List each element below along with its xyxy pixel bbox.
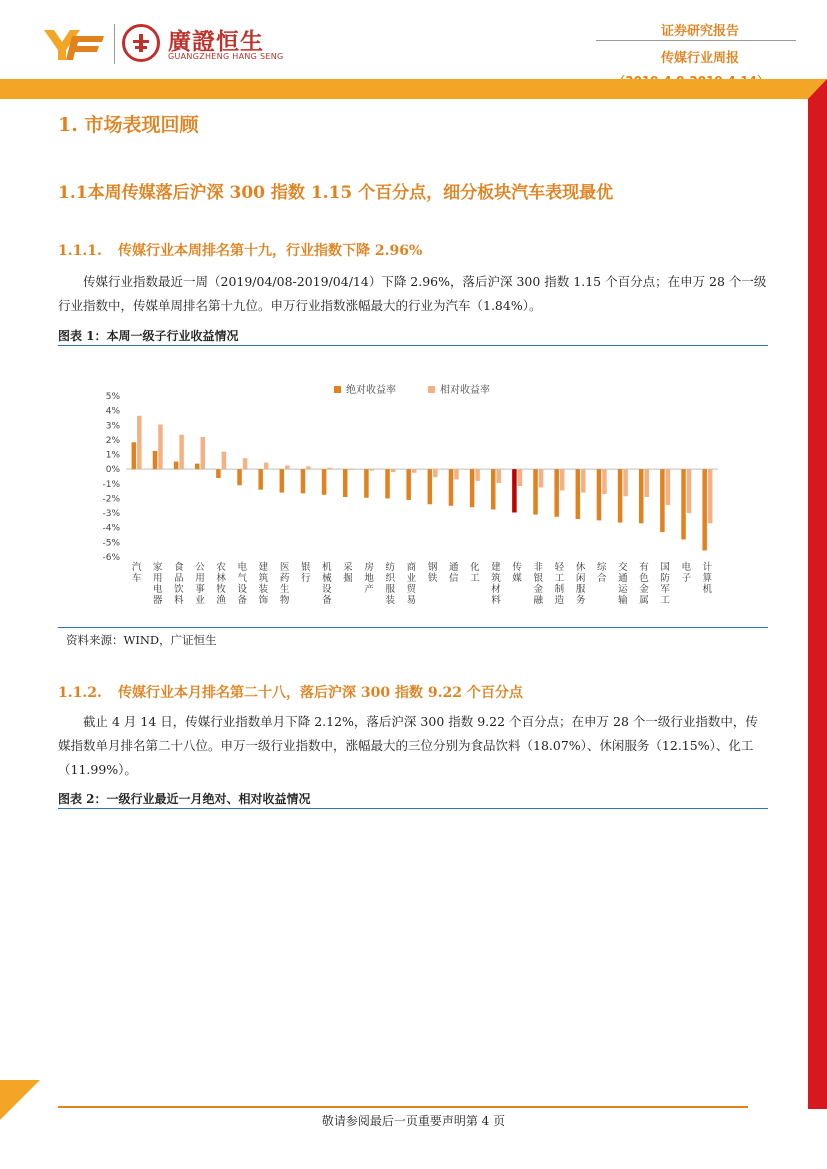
category-label: 汽车	[131, 562, 142, 584]
bar-absolute	[153, 451, 158, 469]
legend-label-rel: 相对收益率	[440, 385, 490, 396]
y-tick-label: -5%	[102, 538, 120, 549]
bar-relative	[560, 469, 565, 490]
bar-absolute	[280, 469, 285, 492]
category-label: 休闲服务	[575, 562, 586, 606]
category-label: 传媒	[512, 562, 522, 584]
category-label: 家用电器	[152, 562, 163, 606]
subsection-heading: 1.1本周传媒落后沪深 300 指数 1.15 个百分点，细分板块汽车表现最优	[58, 183, 614, 203]
category-label: 非银金融	[533, 562, 544, 606]
company-logo-icon	[44, 26, 106, 62]
seal-logo-icon	[122, 24, 160, 62]
bar-relative	[222, 452, 227, 470]
bar-absolute	[301, 469, 306, 493]
header-orange-band	[0, 79, 808, 99]
bar-relative	[623, 469, 628, 496]
y-tick-label: 0%	[105, 465, 120, 476]
bar-relative	[179, 435, 184, 469]
figure-source: 资料来源：WIND，广证恒生	[66, 633, 217, 647]
category-label: 电气设备	[237, 562, 248, 606]
bar-absolute	[533, 469, 538, 514]
category-label: 食品饮料	[174, 562, 184, 606]
y-tick-label: -2%	[102, 494, 120, 505]
bar-absolute	[470, 469, 475, 507]
category-label: 化工	[470, 562, 480, 584]
bar-relative	[687, 469, 692, 513]
category-label: 纺织服装	[385, 562, 396, 606]
category-label: 建筑材料	[491, 562, 501, 606]
y-tick-label: -6%	[102, 553, 120, 563]
y-tick-label: -4%	[102, 523, 120, 534]
bar-absolute	[258, 469, 263, 489]
bar-relative	[201, 437, 206, 469]
bar-relative	[137, 416, 142, 469]
bar-relative	[645, 469, 650, 497]
bar-relative	[327, 468, 332, 469]
bar-absolute	[576, 469, 581, 519]
category-label: 国防军工	[660, 562, 670, 606]
header-divider	[596, 40, 796, 41]
bar-relative	[285, 466, 290, 470]
bar-relative	[158, 425, 163, 470]
figure-1-bottom-rule	[58, 627, 768, 628]
bar-relative	[370, 469, 375, 470]
subsubsection-heading-2	[58, 682, 523, 702]
bar-relative	[306, 466, 311, 469]
y-tick-label: 5%	[105, 392, 120, 402]
bar-relative	[349, 469, 354, 470]
paragraph-weekly: 传媒行业指数最近一周（2019/04/08-2019/04/14）下降 2.96%，落后沪深 300 指数 1.15 个百分点；在申万 28 个一级行业指数中，传媒单周排名第十九位。申万行业指数涨幅最大的行业为汽车（1.84%）。	[58, 274, 767, 313]
y-tick-label: 2%	[105, 435, 120, 446]
paragraph-monthly: 截止 4 月 14 日，传媒行业指数单月下降 2.12%，落后沪深 300 指数 9.22 个百分点；在申万 28 个一级行业指数中，传媒指数单月排名第二十八位。申万一级行业指数中，涨幅最大的三位分别为食品饮料（18.07%）、休闲服务（12.15%）、化工（11.99%）。	[58, 714, 758, 777]
brand-name-cn: 廣證恒生	[168, 29, 264, 55]
bar-absolute	[343, 469, 348, 497]
legend-swatch-rel	[428, 386, 435, 393]
subsubsection-heading-1	[58, 240, 422, 260]
bar-relative	[708, 469, 713, 523]
bar-relative	[412, 469, 417, 473]
y-tick-label: -3%	[102, 509, 120, 520]
heading-number: 1.1.2.	[58, 685, 102, 701]
report-name: 传媒行业周报	[660, 51, 739, 66]
category-label: 医药生物	[279, 562, 290, 606]
footer-divider	[58, 1106, 748, 1108]
bar-relative	[475, 469, 480, 481]
bar-relative	[433, 469, 438, 477]
bar-absolute	[237, 469, 242, 485]
bar-absolute	[702, 469, 707, 550]
bar-absolute	[681, 469, 686, 539]
category-label: 通信	[448, 562, 459, 584]
category-label: 银行	[300, 562, 311, 584]
heading-text: 传媒行业本月排名第二十八，落后沪深 300 指数 9.22 个百分点	[118, 685, 523, 701]
legend-label-abs: 绝对收益率	[346, 385, 396, 396]
y-tick-label: -1%	[102, 479, 120, 490]
heading-number: 1.1.1.	[58, 243, 102, 259]
brand-name-en: GUANGZHENG HANG SENG	[168, 52, 284, 61]
category-label: 综合	[596, 562, 607, 584]
bar-absolute	[449, 469, 454, 506]
figure-2-top-rule	[58, 808, 768, 809]
category-label: 钢铁	[427, 562, 438, 584]
figure-2-title: 图表 2：一级行业最近一月绝对、相对收益情况	[58, 792, 311, 806]
category-label: 房地产	[364, 562, 374, 595]
category-label: 交通运输	[618, 562, 628, 606]
y-tick-label: 4%	[105, 406, 120, 417]
category-label: 轻工制造	[554, 562, 565, 606]
category-label: 农林牧渔	[216, 562, 226, 606]
y-tick-label: 3%	[105, 421, 120, 432]
bar-absolute	[597, 469, 602, 520]
bar-relative	[518, 469, 523, 486]
bar-relative	[454, 469, 459, 479]
footer-disclaimer: 敬请参阅最后一页重要声明第 4 页	[321, 1114, 506, 1128]
bar-absolute	[512, 469, 517, 512]
bar-absolute	[406, 469, 411, 500]
figure-1-title: 图表 1：本周一级子行业收益情况	[58, 329, 239, 343]
category-label: 机械设备	[322, 562, 332, 606]
bar-absolute	[364, 469, 369, 498]
category-label: 有色金属	[639, 562, 649, 606]
bar-absolute	[385, 469, 390, 498]
bar-absolute	[428, 469, 433, 504]
bar-relative	[391, 469, 396, 472]
bar-absolute	[174, 462, 179, 470]
figure-1-top-rule	[58, 345, 768, 346]
bar-relative	[602, 469, 607, 494]
bar-absolute	[195, 464, 200, 470]
bar-absolute	[216, 469, 221, 478]
logo-divider	[114, 24, 115, 64]
band-corner	[808, 79, 827, 99]
bar-relative	[264, 463, 269, 470]
bar-absolute	[491, 469, 496, 509]
bar-absolute	[132, 442, 137, 469]
chart-svg	[58, 360, 768, 628]
bar-relative	[243, 458, 248, 469]
bar-absolute	[660, 469, 665, 532]
heading-text: 传媒行业本周排名第十九，行业指数下降 2.96%	[118, 243, 423, 259]
category-label: 计算机	[702, 562, 713, 595]
category-label: 公用事业	[195, 562, 205, 606]
bar-relative	[581, 469, 586, 492]
bar-absolute	[322, 469, 327, 495]
bar-absolute	[554, 469, 559, 517]
category-label: 商业贸易	[406, 562, 417, 606]
legend-swatch-abs	[334, 386, 341, 393]
category-label: 采掘	[343, 562, 353, 584]
report-type: 证券研究报告	[660, 24, 739, 39]
category-label: 电子	[681, 562, 692, 584]
bar-relative	[497, 469, 502, 483]
y-tick-label: 1%	[105, 450, 120, 461]
section-heading: 1. 市场表现回顾	[58, 114, 199, 136]
category-label: 建筑装饰	[258, 562, 269, 606]
bar-relative	[539, 469, 544, 487]
bar-relative	[666, 469, 671, 505]
right-red-band	[808, 79, 827, 1109]
bar-absolute	[618, 469, 623, 522]
weekly-return-chart	[58, 360, 768, 628]
bar-absolute	[639, 469, 644, 523]
